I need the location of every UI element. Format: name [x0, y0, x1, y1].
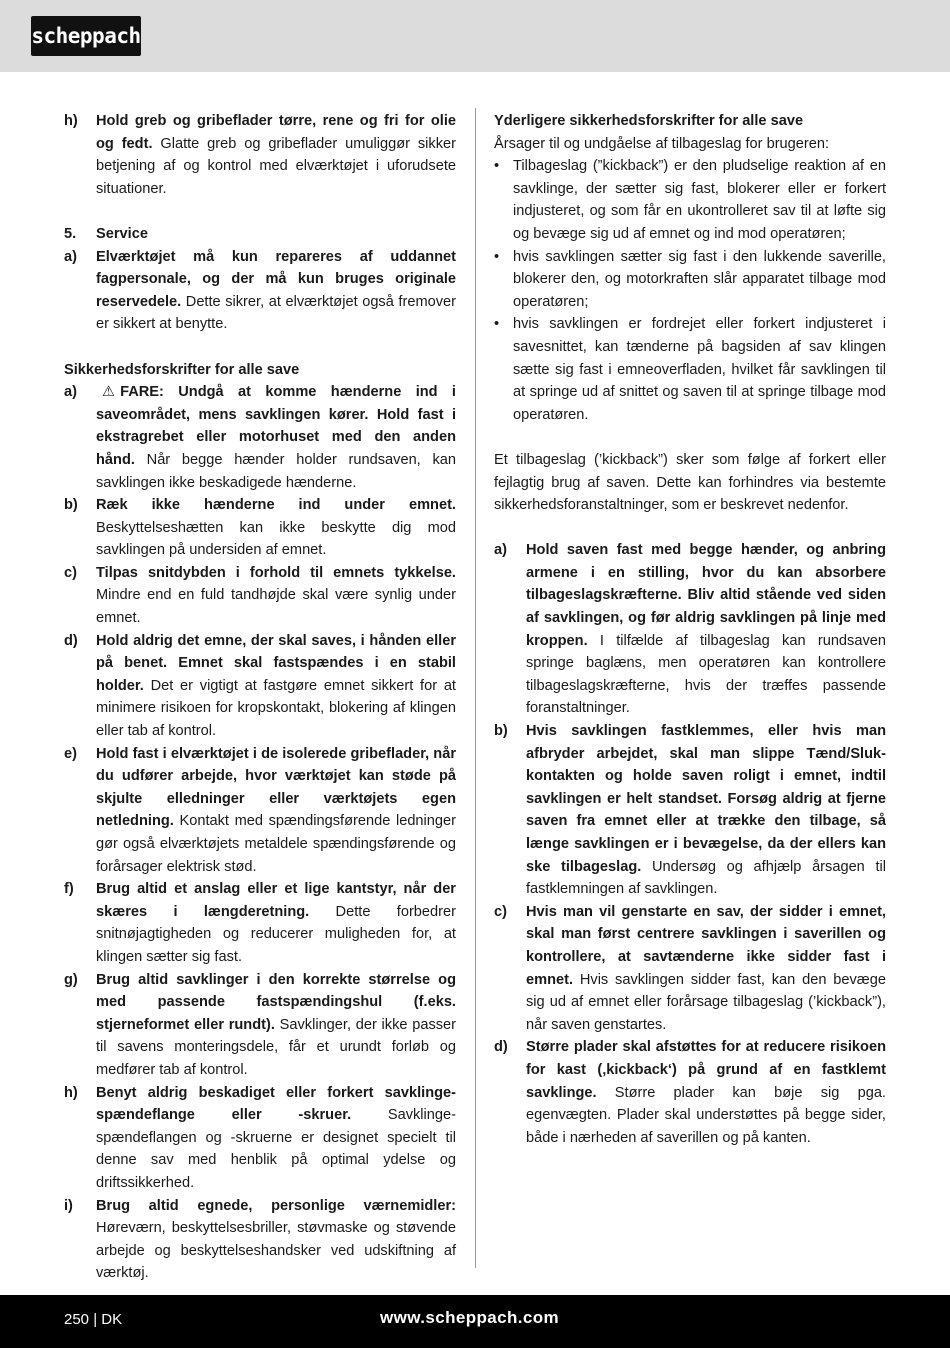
right-column — [494, 110, 886, 1149]
list-item-d: d) Større plader skal afstøttes for at reducere risikoen for kast (‚kickback‘) på grund af en fastklemt savklinge. Større plader kan bøje sig pga. egenvægten. Plader skal understøttes på begge sider, både i nærheden af saverillen og på kanten. — [494, 1039, 886, 1146]
bullet-item: • hvis savklingen er fordrejet eller forkert indjusteret i savesnittet, kan tænderne på bagsiden af sav klingen sætte sig fast i emneoverfladen, hvilket får savklingen til at springe ud af snittet og saven til at springe tilbage mod operatøren. — [494, 313, 886, 426]
website-link[interactable]: www.scheppach.com — [380, 1308, 560, 1327]
list-item-h-flange: h) Benyt aldrig beskadiget eller forkert savklinge-spændeflange eller -skruer. Savklinge-spændeflangen og -skruerne er designet specielt til denne sav med henblik på optimal ydelse og driftssikkerhed. — [64, 1084, 456, 1191]
page-number: 250 | DK — [64, 1311, 123, 1328]
list-item-i: i) Brug altid egnede, personlige værnemidler: Høreværn, beskyttelsesbriller, støvmaske og støvende arbejde og beskyttelseshandsker ved udskiftning af værktøj. — [64, 1197, 456, 1282]
left-column — [64, 110, 456, 1285]
bullet-item: • Tilbageslag (”kickback”) er den pludselige reaktion af en savklinge, der sætter sig fast, blokerer eller er forkert indjusteret, og som får en ukontrolleret sav til at løfte sig og bevæge sig ud af emnet og ind mod operatøren; — [494, 155, 886, 245]
bullet-icon: • — [494, 316, 500, 333]
kickback-paragraph: Et tilbageslag (’kickback”) sker som følge af forkert eller fejlagtig brug af saven. Dette kan forhindres via bestemte sikkerhedsforanstaltninger, som er beskrevet nedenfor. — [494, 451, 886, 514]
bullet-icon: • — [494, 158, 500, 175]
list-item-b: b) Ræk ikke hænderne ind under emnet. Beskyttelseshætten kan ikke beskytte dig mod savklingen på undersiden af emnet. — [64, 497, 456, 559]
list-item-b: b) Hvis savklingen fastklemmes, eller hvis man afbryder arbejdet, skal man slippe Tænd/Sluk-kontakten og holde saven roligt i emnet, indtil savklingen er helt standset. Forsøg aldrig at fjerne saven fra emnet eller at trække den tilbage, så længe savklingen er i bevægelse, da der ellers kan ske tilbageslag. Undersøg og afhjælp årsagen til fastklemningen af savklingen. — [494, 723, 886, 898]
section-heading-kickback: Yderligere sikkerhedsforskrifter for alle save — [494, 113, 804, 129]
section-heading-saws: Sikkerhedsforskrifter for alle save — [64, 361, 300, 378]
bullet-icon: • — [494, 248, 500, 265]
list-item-f: f) Brug altid et anslag eller et lige kantstyr, når der skæres i længderetning. Dette forbedrer snitnøjagtigheden og reducerer muligheden for, at klingen sætter sig fast. — [64, 881, 456, 965]
list-item-c: c) Hvis man vil genstarte en sav, der sidder i emnet, skal man først centrere savklingen i saverillen og kontrollere, at savtænderne ikke sidder fast i emnet. Hvis savklingen sidder fast, kan den bevæge sig ud af emnet eller forårsage tilbageslag (’kickback”), når saven genstartes. — [494, 903, 886, 1033]
list-item-service-a: a) Elværktøjet må kun repareres af uddannet fagpersonale, og der må kun bruges originale reservedele. Dette sikrer, at elværktøjet også fremover er sikkert at benytte. — [64, 248, 456, 333]
warning-triangle-icon: ⚠ — [102, 384, 116, 401]
list-item-a: a) ⚠ FARE: Undgå at komme hænderne ind i saveområdet, mens savklingen kører. Hold fast i ekstragrebet eller motorhuset med den anden hånd. Når begge hænder holder rundsaven, kan savklingen ikke beskadigede hænderne. — [64, 381, 456, 494]
page-footer — [0, 1295, 950, 1348]
list-item-e: e) Hold fast i elværktøjet i de isolerede gribeflader, når du udfører arbejde, hvor værktøjet kan støde på skjulte elledninger eller værktøjets egen netledning. Kontakt med spændingsførende ledninger gør også elværktøjets metaldele spændingsførende og forårsager elektrisk stød. — [64, 745, 456, 875]
list-item-a: a) Hold saven fast med begge hænder, og anbring armene i en stilling, hvor du kan absorbere tilbageslagskræfterne. Bliv altid stående ved siden af savklingen, og før aldrig savklingen på linje med kroppen. I tilfælde af tilbageslag kan rundsaven springe baglæns, men operatøren kan kontrollere tilbageslagskræfterne, hvis der træffes passende foranstaltninger. — [494, 542, 886, 717]
item-text: Glatte greb og gribeflader umuliggør sikker betjening af og kontrol med elværktøjet i uforudsete situationer. — [96, 135, 456, 197]
item-bold-text: Hold greb og gribeflader tørre, rene og fri for olie og fedt. — [96, 113, 456, 152]
list-item-c: c) Tilpas snitdybden i forhold til emnets tykkelse. Mindre end en fuld tandhøjde skal være synlig under emnet. — [64, 564, 456, 627]
service-heading: 5. Service — [64, 225, 148, 242]
scheppach-logo: scheppach — [31, 16, 141, 56]
page-header — [0, 0, 950, 72]
bullet-item: • hvis savklingen sætter sig fast i den lukkende saverille, blokerer den, og motorkraften slår apparatet tilbage mod operatøren; — [494, 246, 886, 314]
list-item-g: g) Brug altid savklinger i den korrekte størrelse og med passende fastspændingshul (f.eks. stjerneformet eller rundt). Savklinger, der ikke passer til savens monteringsdele, får et urundt forløb og medfører tab af kontrol. — [64, 971, 457, 1078]
column-divider — [475, 108, 476, 1268]
list-item-h-grips — [64, 110, 456, 200]
item-label: h) — [64, 113, 78, 129]
intro-text: Årsager til og undgåelse af tilbageslag for brugeren: — [494, 135, 830, 152]
list-item-d: d) Hold aldrig det emne, der skal saves, i hånden eller på benet. Emnet skal fastspændes i en stabil holder. Det er vigtigt at fastgøre emnet sikkert for at minimere risikoen for kropskontakt, blokering af klingen eller tab af kontrol. — [64, 632, 456, 740]
